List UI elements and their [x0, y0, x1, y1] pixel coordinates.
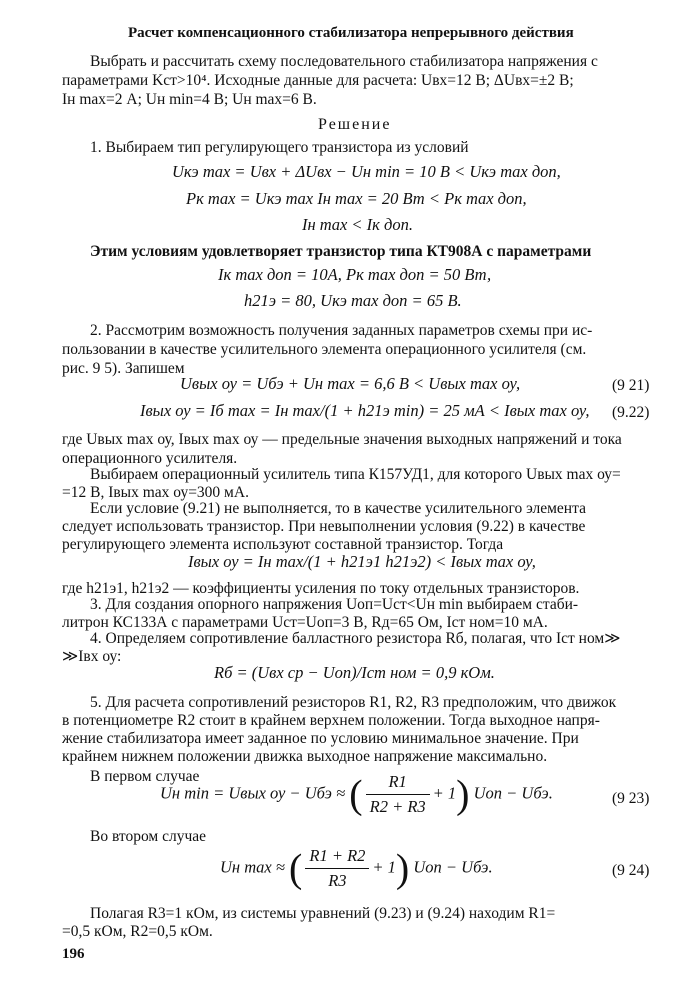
- step5-line-1: 5. Для расчета сопротивлений резисторов R1, R2, R3 предположим, что движок: [90, 694, 617, 711]
- step4-line-1: 4. Определяем сопротивление балластного резистора Rб, полагая, что Iст ном≫: [90, 630, 621, 647]
- equation-9-24: [220, 846, 493, 891]
- solution-heading: Решение: [318, 116, 392, 133]
- intro-line-2: параметрами Kст>10⁴. Исходные данные для расчета: Uвх=12 В; ΔUвх=±2 В;: [62, 72, 574, 89]
- step2-line-1: 2. Рассмотрим возможность получения заданных параметров схемы при ис-: [90, 322, 593, 339]
- step3-line-1: 3. Для создания опорного напряжения Uоп=Uст<Uн min выбираем стаби-: [90, 596, 579, 613]
- equation-9-23: [160, 772, 553, 817]
- case1-text: В первом случае: [90, 768, 200, 785]
- case2-text: Во втором случае: [90, 828, 207, 845]
- opamp-line-2: =12 В, Iвых max оу=300 мА.: [62, 484, 249, 501]
- equation-9-21: Uвых оу = Uбэ + Uн max = 6,6 В < Uвых max оу,: [180, 374, 521, 393]
- transistor-params-2: h21э = 80, Uкэ max доп = 65 В.: [244, 291, 462, 310]
- step2-line-3: рис. 9 5). Запишем: [62, 360, 185, 377]
- condition-line-2: следует использовать транзистор. При невыполнении условия (9.22) в качестве: [62, 518, 586, 535]
- opamp-line-1: Выбираем операционный усилитель типа К157УД1, для которого Uвых max оу=: [90, 466, 621, 483]
- page-title: Расчет компенсационного стабилизатора непрерывного действия: [128, 25, 574, 41]
- eq924-rhs: Uоп − Uбэ.: [413, 857, 493, 877]
- eq924-denominator: R3: [328, 871, 347, 890]
- equation-rb: Rб = (Uвх ср − Uоп)/Iст ном = 0,9 кОм.: [214, 663, 495, 682]
- equation-pk-max: Pк max = Uкэ max Iн max = 20 Вт < Pк max доп,: [186, 189, 527, 208]
- final-line-1: Полагая R3=1 кОм, из системы уравнений (9.23) и (9.24) находим R1=: [90, 905, 556, 922]
- eq924-numerator: R1 + R2: [305, 846, 369, 869]
- step5-line-2: в потенциометре R2 стоит в крайнем верхнем положении. Тогда выходное напря-: [62, 712, 600, 729]
- eq924-left-paren: (: [289, 845, 303, 891]
- condition-line-1: Если условие (9.21) не выполняется, то в качестве усилительного элемента: [90, 500, 586, 517]
- eq923-right-paren: ): [456, 771, 470, 817]
- eq924-plus-one: + 1: [372, 857, 396, 877]
- step4-line-2: ≫Iвх оу:: [62, 648, 122, 665]
- intro-line-3: Iн max=2 А; Uн min=4 В; Uн max=6 В.: [62, 91, 317, 108]
- eq923-fraction: [366, 772, 430, 817]
- final-line-2: =0,5 кОм, R2=0,5 кОм.: [62, 923, 213, 940]
- equation-composite-transistor: Iвых оу = Iн max/(1 + h21э1 h21э2) < Iвых max оу,: [188, 552, 536, 571]
- where1-line-1: где Uвых max оу, Iвых max оу — предельные значения выходных напряжений и тока: [62, 431, 622, 448]
- equation-number-9-21: (9 21): [612, 377, 650, 394]
- transistor-selection: Этим условиям удовлетворяет транзистор типа КТ908А с параметрами: [90, 243, 592, 260]
- transistor-params-1: Iк max доп = 10А, Pк max доп = 50 Вт,: [218, 265, 492, 284]
- eq923-left-paren: (: [349, 771, 363, 817]
- where2-line: где h21э1, h21э2 — коэффициенты усиления по току отдельных транзисторов.: [62, 580, 580, 597]
- eq923-lhs: Uн min = Uвых оу − Uбэ ≈: [160, 783, 346, 803]
- equation-number-9-23: (9 23): [612, 790, 650, 807]
- equation-in-max: Iн max < Iк доп.: [302, 215, 413, 234]
- eq924-right-paren: ): [395, 845, 410, 891]
- equation-9-22: Iвых оу = Iб max = Iн max/(1 + h21э min) = 25 мА < Iвых max оу,: [140, 401, 590, 420]
- step5-line-4: крайнем нижнем положении движка выходное напряжение максимально.: [62, 748, 548, 765]
- eq923-denominator: R2 + R3: [369, 797, 426, 816]
- equation-number-9-24: (9 24): [612, 862, 650, 879]
- equation-number-9-22: (9.22): [612, 404, 650, 421]
- equation-uke-max: Uкэ max = Uвх + ΔUвх − Uн min = 10 В < Uкэ max доп,: [172, 162, 561, 181]
- step2-line-2: пользовании в качестве усилительного элемента операционного усилителя (см.: [62, 341, 587, 358]
- page-number: 196: [62, 946, 85, 962]
- step3-line-2: литрон КС133А с параметрами Uст=Uоп=3 В, Rд=65 Ом, Iст ном=10 мА.: [62, 614, 548, 631]
- where1-line-2: операционного усилителя.: [62, 450, 238, 467]
- intro-line-1: Выбрать и рассчитать схему последовательного стабилизатора напряжения с: [90, 53, 598, 70]
- eq924-lhs: Uн max ≈: [220, 857, 285, 877]
- eq923-plus-one: + 1: [432, 783, 457, 803]
- step5-line-3: жение стабилизатора имеет заданное по условию минимальное значение. При: [62, 730, 579, 747]
- eq923-rhs: Uоп − Uбэ.: [473, 783, 553, 803]
- eq923-numerator: R1: [366, 772, 430, 795]
- step1-text: 1. Выбираем тип регулирующего транзистора из условий: [90, 139, 469, 156]
- condition-line-3: регулирующего элемента используют составной транзистор. Тогда: [62, 536, 504, 553]
- eq924-fraction: [305, 846, 369, 891]
